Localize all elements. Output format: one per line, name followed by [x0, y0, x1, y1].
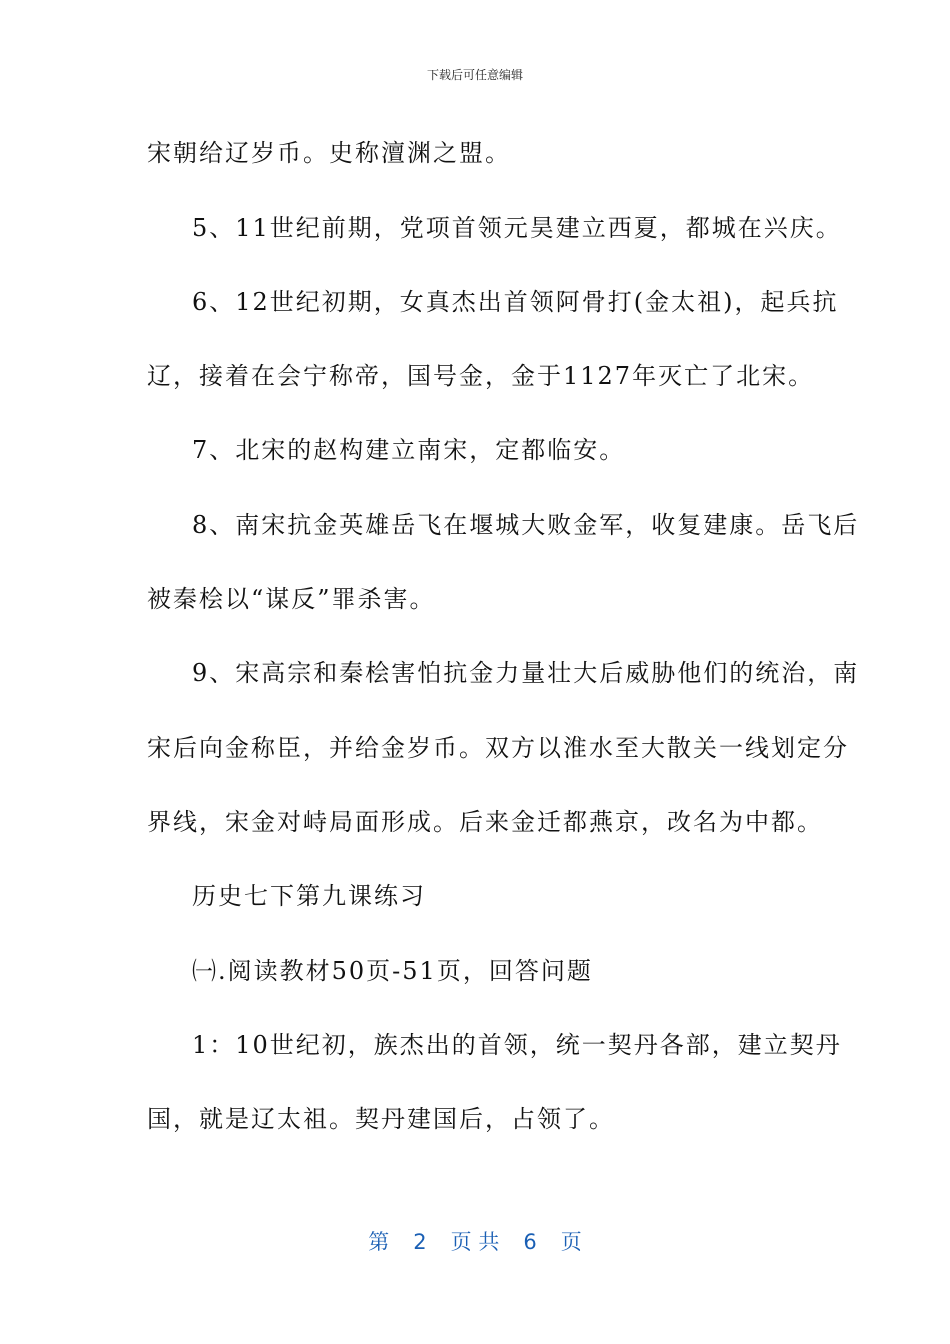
text-line: 8、南宋抗金英雄岳飞在堰城大败金军，收复建康。岳飞后 — [192, 511, 860, 539]
text-line: 7、北宋的赵构建立南宋，定都临安。 — [192, 436, 626, 464]
page-footer — [0, 1226, 950, 1256]
section-title: 历史七下第九课练习 — [192, 882, 426, 910]
footer-label-total: 页 共 — [450, 1230, 500, 1254]
text-line: 1：10世纪初，族杰出的首领，统一契丹各部，建立契丹 — [192, 1031, 842, 1059]
text-line: 界线，宋金对峙局面形成。后来金迁都燕京，改名为中都。 — [147, 808, 823, 836]
text-line: 5、11世纪前期，党项首领元昊建立西夏，都城在兴庆。 — [192, 214, 842, 242]
footer-label-page: 第 — [368, 1230, 390, 1254]
text-line: 宋朝给辽岁币。史称澶渊之盟。 — [147, 139, 511, 167]
total-page-number: 6 — [523, 1230, 537, 1254]
page-header: 下载后可任意编辑 — [426, 68, 523, 82]
text-line: 被秦桧以“谋反”罪杀害。 — [147, 585, 436, 613]
text-line: 辽，接着在会宁称帝，国号金，金于1127年灭亡了北宋。 — [147, 362, 815, 390]
text-line: 宋后向金称臣，并给金岁币。双方以淮水至大散关一线划定分 — [147, 734, 849, 762]
current-page-number: 2 — [413, 1230, 427, 1254]
text-line: 国，就是辽太祖。契丹建国后，占领了。 — [147, 1105, 615, 1133]
text-line: ㈠.阅读教材50页-51页，回答问题 — [192, 957, 593, 985]
text-line: 6、12世纪初期，女真杰出首领阿骨打(金太祖)，起兵抗 — [192, 288, 839, 316]
text-line: 9、宋高宗和秦桧害怕抗金力量壮大后威胁他们的统治，南 — [192, 659, 860, 687]
footer-label-end: 页 — [560, 1230, 582, 1254]
